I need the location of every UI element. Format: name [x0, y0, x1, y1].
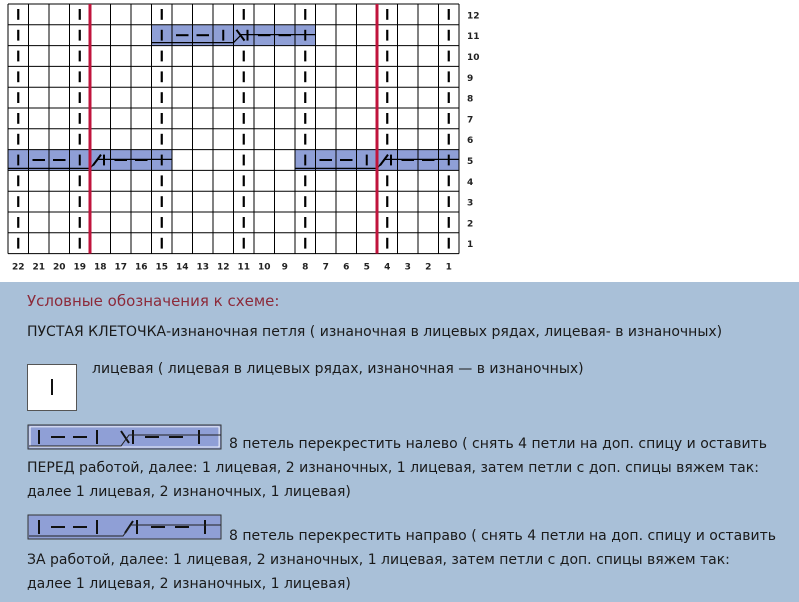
- column-label: 4: [384, 262, 391, 273]
- column-label: 16: [134, 262, 148, 273]
- legend-cross-right-line3: далее 1 лицевая, 2 изнаночных, 1 лицевая): [27, 576, 351, 592]
- legend-panel: [0, 282, 799, 602]
- row-label: 3: [467, 198, 474, 209]
- legend-cross-left-line3: далее 1 лицевая, 2 изнаночных, 1 лицевая): [27, 484, 351, 500]
- column-label: 17: [114, 262, 128, 273]
- column-label: 9: [281, 262, 288, 273]
- legend-cross-left-line2: ПЕРЕД работой, далее: 1 лицевая, 2 изнаночных, 1 лицевая, затем петли с доп. спицы вяжем так:: [27, 460, 759, 476]
- row-label: 12: [467, 11, 480, 22]
- column-label: 6: [343, 262, 350, 273]
- legend-empty-cell-text: ПУСТАЯ КЛЕТОЧКА-изнаночная петля ( изнаночная в лицевых рядах, лицевая- в изнаночных): [27, 324, 723, 340]
- row-label: 11: [467, 32, 480, 43]
- column-label: 18: [93, 262, 107, 273]
- row-label: 4: [467, 177, 474, 188]
- row-label: 8: [467, 94, 474, 105]
- knitting-chart: [0, 0, 799, 282]
- column-label: 1: [445, 262, 452, 273]
- legend-cross-left-line1: 8 петель перекрестить налево ( снять 4 петли на доп. спицу и оставить: [229, 436, 767, 452]
- row-label: 2: [467, 219, 474, 230]
- column-label: 11: [237, 262, 251, 273]
- legend-title: Условные обозначения к схеме:: [27, 292, 280, 310]
- column-label: 12: [216, 262, 230, 273]
- legend-cross-right-line1: 8 петель перекрестить направо ( снять 4 петли на доп. спицу и оставить: [229, 528, 777, 544]
- column-label: 19: [73, 262, 87, 273]
- knit-stitch-mark: [51, 379, 53, 395]
- row-label: 6: [467, 136, 474, 147]
- column-label: 2: [425, 262, 432, 273]
- column-label: 3: [404, 262, 411, 273]
- column-label: 5: [363, 262, 370, 273]
- column-label: 14: [175, 262, 189, 273]
- cross-left-swatch: [27, 424, 223, 450]
- column-label: 15: [155, 262, 169, 273]
- row-label: 10: [467, 53, 480, 63]
- column-label: 13: [196, 262, 210, 273]
- column-label: 22: [11, 262, 25, 273]
- row-label: 1: [467, 240, 474, 251]
- column-label: 7: [322, 262, 329, 273]
- legend-knit-text: лицевая ( лицевая в лицевых рядах, изнаночная — в изнаночных): [92, 361, 584, 377]
- row-label: 7: [467, 115, 474, 126]
- cross-right-swatch: [27, 514, 223, 540]
- row-label: 5: [467, 157, 474, 167]
- knit-stitch-swatch: [27, 364, 77, 411]
- column-label: 10: [257, 262, 271, 273]
- legend-cross-right-line2: ЗА работой, далее: 1 лицевая, 2 изнаночных, 1 лицевая, затем петли с доп. спицы вяжем так:: [27, 552, 730, 568]
- column-label: 8: [302, 262, 309, 273]
- chart-svg: [0, 0, 799, 282]
- row-label: 9: [467, 73, 474, 84]
- column-label: 20: [52, 262, 66, 273]
- column-label: 21: [32, 262, 46, 273]
